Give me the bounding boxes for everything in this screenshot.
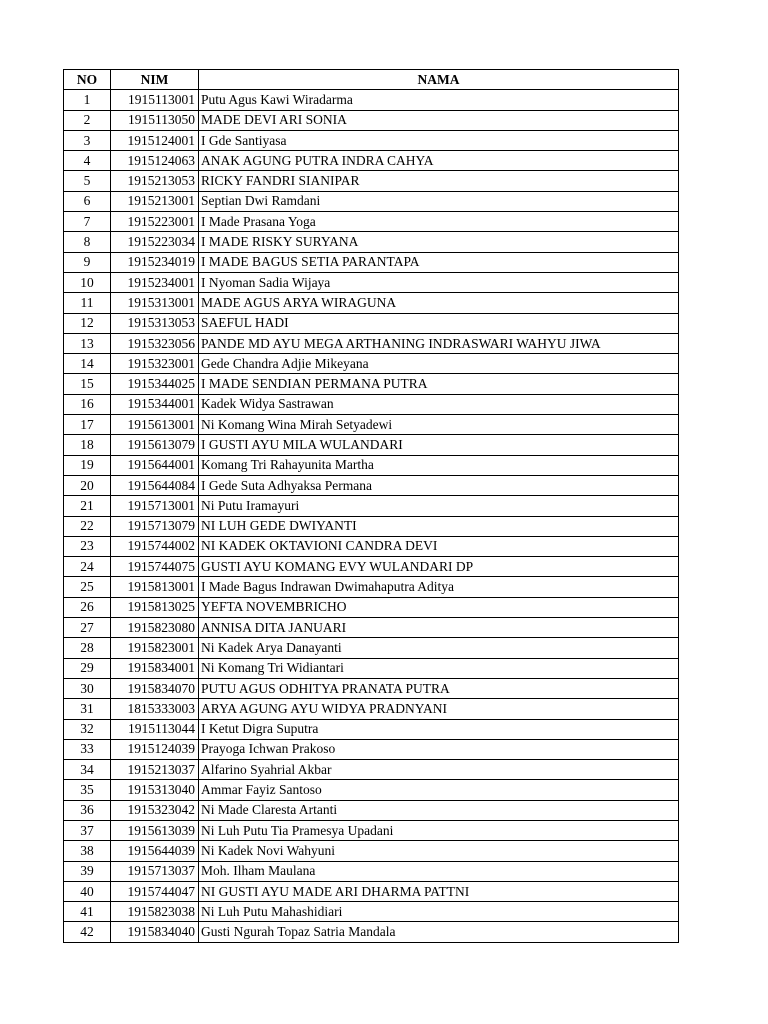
student-id: 1915323056	[111, 333, 199, 353]
row-number: 1	[64, 90, 111, 110]
student-name: Gusti Ngurah Topaz Satria Mandala	[199, 922, 679, 942]
table-row	[64, 760, 679, 780]
student-id: 1915644001	[111, 455, 199, 475]
table-row	[64, 374, 679, 394]
student-id: 1915234001	[111, 272, 199, 292]
student-name: I Nyoman Sadia Wijaya	[199, 272, 679, 292]
table-row	[64, 678, 679, 698]
student-id: 1915213001	[111, 191, 199, 211]
student-id: 1915834040	[111, 922, 199, 942]
row-number: 42	[64, 922, 111, 942]
student-name: I MADE SENDIAN PERMANA PUTRA	[199, 374, 679, 394]
row-number: 41	[64, 902, 111, 922]
student-id: 1915823080	[111, 618, 199, 638]
header-nama: NAMA	[199, 70, 679, 90]
table-row	[64, 516, 679, 536]
row-number: 40	[64, 881, 111, 901]
student-name: Ni Kadek Arya Danayanti	[199, 638, 679, 658]
student-id: 1915744075	[111, 557, 199, 577]
header-nim: NIM	[111, 70, 199, 90]
table-row	[64, 739, 679, 759]
row-number: 9	[64, 252, 111, 272]
table-row	[64, 415, 679, 435]
student-name: Ni Komang Tri Widiantari	[199, 658, 679, 678]
table-row	[64, 820, 679, 840]
student-id: 1915823038	[111, 902, 199, 922]
student-id: 1915813001	[111, 577, 199, 597]
table-row	[64, 902, 679, 922]
student-id: 1815333003	[111, 699, 199, 719]
student-name: ANNISA DITA JANUARI	[199, 618, 679, 638]
student-id: 1915323042	[111, 800, 199, 820]
student-id: 1915613079	[111, 435, 199, 455]
table-row	[64, 171, 679, 191]
row-number: 8	[64, 232, 111, 252]
table-row	[64, 719, 679, 739]
student-name: NI LUH GEDE DWIYANTI	[199, 516, 679, 536]
table-row	[64, 800, 679, 820]
row-number: 37	[64, 820, 111, 840]
row-number: 17	[64, 415, 111, 435]
row-number: 6	[64, 191, 111, 211]
table-row	[64, 333, 679, 353]
table-row	[64, 313, 679, 333]
table-row	[64, 130, 679, 150]
student-name: I Gede Suta Adhyaksa Permana	[199, 475, 679, 495]
table-row	[64, 435, 679, 455]
table-row	[64, 881, 679, 901]
table-row	[64, 212, 679, 232]
student-name: Putu Agus Kawi Wiradarma	[199, 90, 679, 110]
student-name: Alfarino Syahrial Akbar	[199, 760, 679, 780]
student-name: PANDE MD AYU MEGA ARTHANING INDRASWARI WAHYU JIWA	[199, 333, 679, 353]
table-row	[64, 597, 679, 617]
table-row	[64, 272, 679, 292]
row-number: 22	[64, 516, 111, 536]
row-number: 34	[64, 760, 111, 780]
student-name: Septian Dwi Ramdani	[199, 191, 679, 211]
row-number: 28	[64, 638, 111, 658]
row-number: 12	[64, 313, 111, 333]
student-name: I Made Prasana Yoga	[199, 212, 679, 232]
row-number: 21	[64, 496, 111, 516]
student-id: 1915744002	[111, 536, 199, 556]
row-number: 7	[64, 212, 111, 232]
row-number: 13	[64, 333, 111, 353]
row-number: 38	[64, 841, 111, 861]
table-row	[64, 354, 679, 374]
student-name: I Ketut Digra Suputra	[199, 719, 679, 739]
row-number: 26	[64, 597, 111, 617]
student-id: 1915223001	[111, 212, 199, 232]
table-row	[64, 151, 679, 171]
table-row	[64, 232, 679, 252]
row-number: 20	[64, 475, 111, 495]
row-number: 24	[64, 557, 111, 577]
student-id: 1915113044	[111, 719, 199, 739]
student-id: 1915613039	[111, 820, 199, 840]
student-name: Gede Chandra Adjie Mikeyana	[199, 354, 679, 374]
table-row	[64, 557, 679, 577]
row-number: 27	[64, 618, 111, 638]
row-number: 32	[64, 719, 111, 739]
student-id: 1915113001	[111, 90, 199, 110]
row-number: 10	[64, 272, 111, 292]
student-id: 1915713037	[111, 861, 199, 881]
student-name: YEFTA NOVEMBRICHO	[199, 597, 679, 617]
student-id: 1915744047	[111, 881, 199, 901]
table-row	[64, 922, 679, 942]
table-row	[64, 191, 679, 211]
table-row	[64, 496, 679, 516]
student-name: I MADE RISKY SURYANA	[199, 232, 679, 252]
student-name: Kadek Widya Sastrawan	[199, 394, 679, 414]
student-id: 1915834001	[111, 658, 199, 678]
student-id: 1915223034	[111, 232, 199, 252]
student-name: ANAK AGUNG PUTRA INDRA CAHYA	[199, 151, 679, 171]
student-id: 1915313001	[111, 293, 199, 313]
table-row	[64, 394, 679, 414]
row-number: 29	[64, 658, 111, 678]
student-id: 1915344001	[111, 394, 199, 414]
student-id: 1915124039	[111, 739, 199, 759]
table-header-row	[64, 70, 679, 90]
row-number: 14	[64, 354, 111, 374]
row-number: 36	[64, 800, 111, 820]
student-name: Ni Luh Putu Tia Pramesya Upadani	[199, 820, 679, 840]
table-row	[64, 293, 679, 313]
row-number: 15	[64, 374, 111, 394]
student-name: Prayoga Ichwan Prakoso	[199, 739, 679, 759]
student-id: 1915234019	[111, 252, 199, 272]
row-number: 3	[64, 130, 111, 150]
student-name: NI GUSTI AYU MADE ARI DHARMA PATTNI	[199, 881, 679, 901]
student-id: 1915323001	[111, 354, 199, 374]
student-name: Ni Kadek Novi Wahyuni	[199, 841, 679, 861]
table-row	[64, 780, 679, 800]
student-name: NI KADEK OKTAVIONI CANDRA DEVI	[199, 536, 679, 556]
student-id: 1915113050	[111, 110, 199, 130]
student-id: 1915713001	[111, 496, 199, 516]
table-row	[64, 455, 679, 475]
row-number: 39	[64, 861, 111, 881]
student-name: PUTU AGUS ODHITYA PRANATA PUTRA	[199, 678, 679, 698]
row-number: 11	[64, 293, 111, 313]
student-name: GUSTI AYU KOMANG EVY WULANDARI DP	[199, 557, 679, 577]
row-number: 33	[64, 739, 111, 759]
table-row	[64, 252, 679, 272]
table-row	[64, 699, 679, 719]
student-id: 1915213037	[111, 760, 199, 780]
row-number: 4	[64, 151, 111, 171]
row-number: 31	[64, 699, 111, 719]
student-name: Ni Putu Iramayuri	[199, 496, 679, 516]
student-id: 1915713079	[111, 516, 199, 536]
table-row	[64, 536, 679, 556]
student-name: SAEFUL HADI	[199, 313, 679, 333]
student-id: 1915313053	[111, 313, 199, 333]
student-name: Ni Komang Wina Mirah Setyadewi	[199, 415, 679, 435]
student-name: I GUSTI AYU MILA WULANDARI	[199, 435, 679, 455]
student-id: 1915813025	[111, 597, 199, 617]
student-name: MADE AGUS ARYA WIRAGUNA	[199, 293, 679, 313]
student-name: I MADE BAGUS SETIA PARANTAPA	[199, 252, 679, 272]
row-number: 25	[64, 577, 111, 597]
student-name: MADE DEVI ARI SONIA	[199, 110, 679, 130]
table-row	[64, 638, 679, 658]
row-number: 30	[64, 678, 111, 698]
student-id: 1915644084	[111, 475, 199, 495]
row-number: 23	[64, 536, 111, 556]
table-row	[64, 618, 679, 638]
student-id: 1915834070	[111, 678, 199, 698]
table-row	[64, 861, 679, 881]
table-row	[64, 90, 679, 110]
table-body	[64, 90, 679, 942]
table-row	[64, 110, 679, 130]
student-id: 1915313040	[111, 780, 199, 800]
student-name: Komang Tri Rahayunita Martha	[199, 455, 679, 475]
student-name: Moh. Ilham Maulana	[199, 861, 679, 881]
table-row	[64, 841, 679, 861]
row-number: 19	[64, 455, 111, 475]
student-id: 1915823001	[111, 638, 199, 658]
row-number: 5	[64, 171, 111, 191]
table-row	[64, 577, 679, 597]
student-name: Ammar Fayiz Santoso	[199, 780, 679, 800]
table-row	[64, 658, 679, 678]
table-row	[64, 475, 679, 495]
student-name: Ni Luh Putu Mahashidiari	[199, 902, 679, 922]
row-number: 35	[64, 780, 111, 800]
student-id: 1915344025	[111, 374, 199, 394]
header-no: NO	[64, 70, 111, 90]
student-name: I Made Bagus Indrawan Dwimahaputra Aditya	[199, 577, 679, 597]
student-id: 1915213053	[111, 171, 199, 191]
student-name: ARYA AGUNG AYU WIDYA PRADNYANI	[199, 699, 679, 719]
student-table	[63, 69, 679, 943]
student-name: I Gde Santiyasa	[199, 130, 679, 150]
row-number: 2	[64, 110, 111, 130]
student-id: 1915124001	[111, 130, 199, 150]
student-name: RICKY FANDRI SIANIPAR	[199, 171, 679, 191]
student-id: 1915613001	[111, 415, 199, 435]
row-number: 16	[64, 394, 111, 414]
student-id: 1915644039	[111, 841, 199, 861]
student-name: Ni Made Claresta Artanti	[199, 800, 679, 820]
student-id: 1915124063	[111, 151, 199, 171]
row-number: 18	[64, 435, 111, 455]
